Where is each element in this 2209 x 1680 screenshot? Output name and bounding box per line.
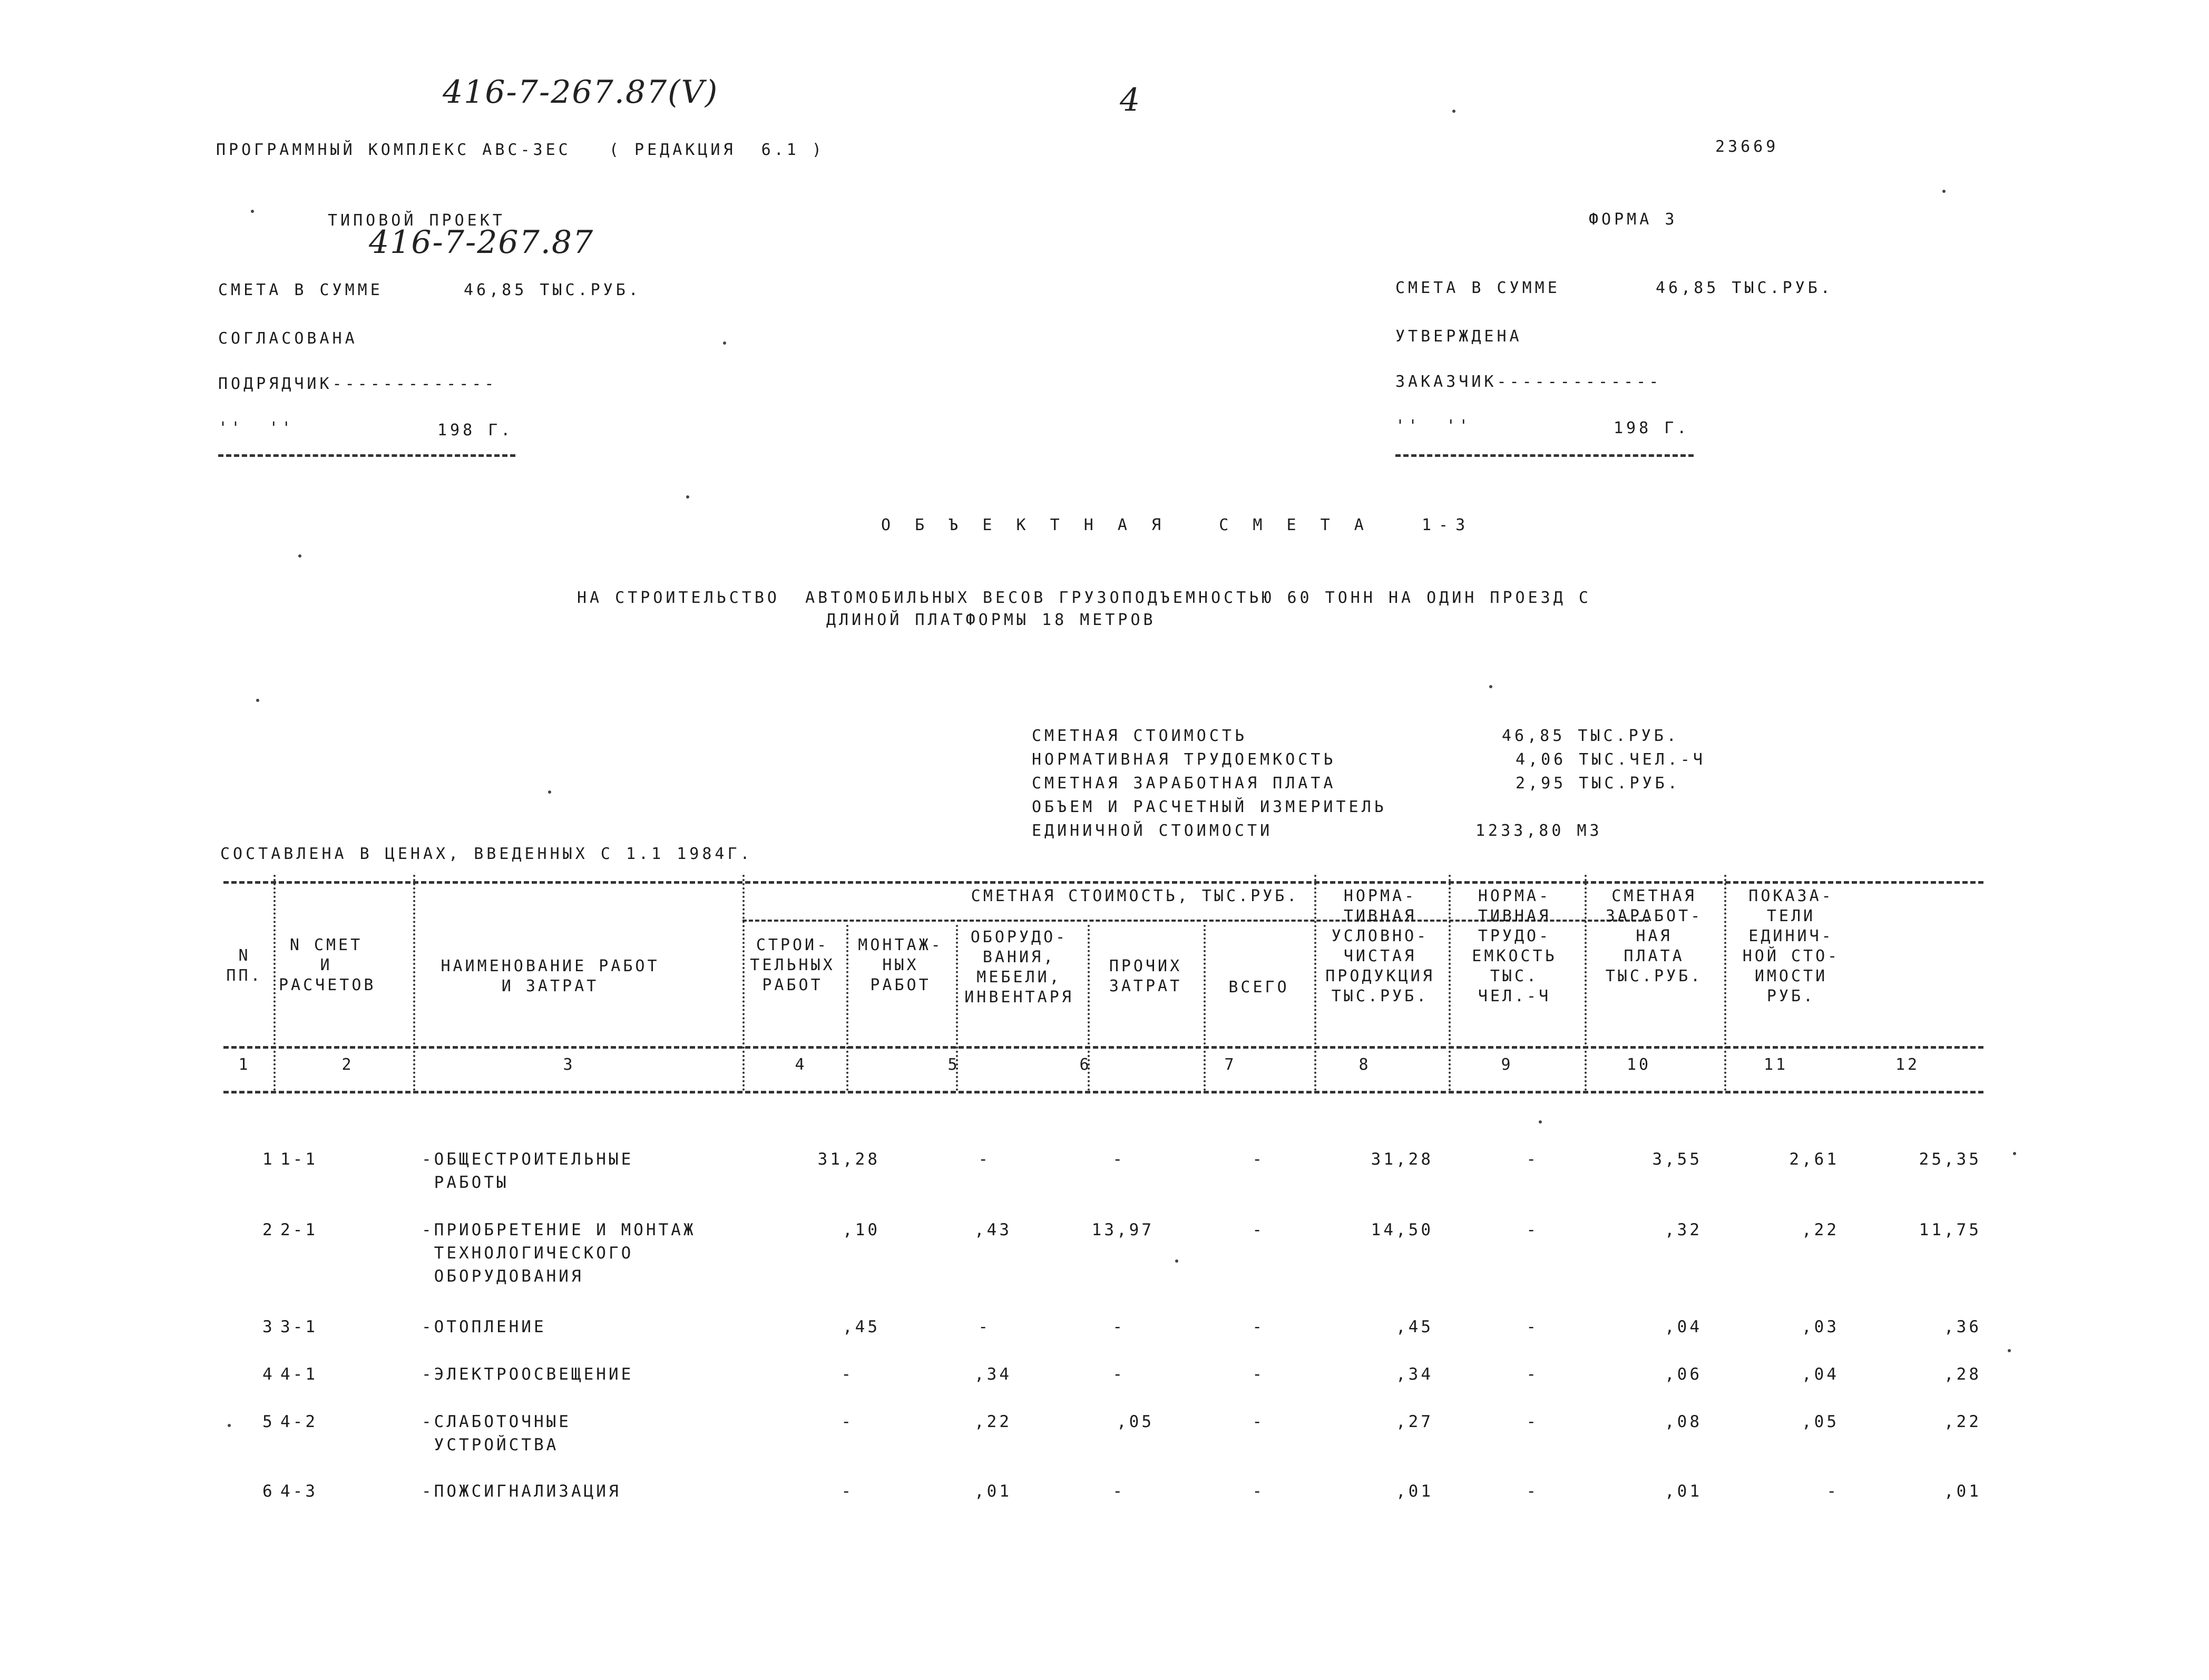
row-ucp: - <box>1526 1150 1539 1169</box>
row-total: 31,28 <box>1371 1150 1433 1169</box>
row-build: ,10 <box>843 1220 880 1239</box>
summary-cost-label: СМЕТНАЯ СТОИМОСТЬ <box>1032 727 1248 745</box>
project-label: ТИПОВОЙ ПРОЕКТ <box>328 211 505 230</box>
row-equip: - <box>1112 1317 1125 1336</box>
scan-speck <box>548 790 551 794</box>
row-wage: ,05 <box>1802 1412 1839 1431</box>
form-label: ФОРМА 3 <box>1589 210 1678 229</box>
row-wage: ,22 <box>1802 1220 1839 1239</box>
row-wage: - <box>1826 1482 1839 1501</box>
row-mount: ,34 <box>974 1365 1012 1384</box>
row-unit: ,22 <box>1944 1412 1981 1431</box>
col-number: 3 <box>563 1056 575 1074</box>
row-equip: ,05 <box>1117 1412 1154 1431</box>
right-signature-line <box>1395 454 1694 457</box>
row-mount: ,01 <box>974 1482 1012 1501</box>
summary-wage-value: 2,95 ТЫС.РУБ. <box>1516 774 1680 793</box>
row-other: - <box>1252 1317 1265 1336</box>
row-number: 1 <box>262 1150 275 1169</box>
row-estimate-ref: 1-1 <box>280 1150 318 1169</box>
summary-labor-value: 4,06 ТЫС.ЧЕЛ.-Ч <box>1516 750 1706 769</box>
scan-speck <box>723 341 726 345</box>
scan-speck <box>2013 1152 2016 1155</box>
col-divider <box>413 875 415 1091</box>
agreed-label: СОГЛАСОВАНА <box>218 329 358 348</box>
summary-volume-label-2: ЕДИНИЧНОЙ СТОИМОСТИ <box>1032 822 1273 840</box>
row-estimate-ref: 4-3 <box>280 1482 318 1501</box>
row-estimate-ref: 4-2 <box>280 1412 318 1431</box>
row-unit: ,36 <box>1944 1317 1981 1336</box>
row-mount: ,22 <box>974 1412 1012 1431</box>
header-col-10: НОРМА- ТИВНАЯ ТРУДО- ЕМКОСТЬ ТЫС. ЧЕЛ.-Ч <box>1472 887 1557 1005</box>
col-number: 10 <box>1626 1056 1651 1074</box>
row-unit: 11,75 <box>1919 1220 1981 1239</box>
row-unit: 25,35 <box>1919 1150 1981 1169</box>
row-number: 2 <box>262 1220 275 1239</box>
handwritten-project-code: 416-7-267.87 <box>369 224 594 261</box>
row-name: -ПОЖСИГНАЛИЗАЦИЯ <box>422 1482 621 1501</box>
scan-speck <box>2008 1349 2011 1352</box>
row-build: 31,28 <box>817 1150 880 1169</box>
document-subtitle-line-2: ДЛИНОЙ ПЛАТФОРМЫ 18 МЕТРОВ <box>826 611 1156 629</box>
col-divider <box>1449 875 1451 1091</box>
col-divider <box>273 875 276 1091</box>
row-ucp: - <box>1526 1317 1539 1336</box>
row-other: - <box>1252 1482 1265 1501</box>
row-labor: ,01 <box>1665 1482 1702 1501</box>
customer-line: ЗАКАЗЧИК------------- <box>1395 373 1662 391</box>
col-number: 1 <box>238 1056 251 1074</box>
row-name: -ОТОПЛЕНИЕ <box>422 1317 546 1336</box>
row-estimate-ref: 2-1 <box>280 1220 318 1239</box>
row-total: ,27 <box>1396 1412 1433 1431</box>
row-equip: - <box>1112 1365 1125 1384</box>
row-other: - <box>1252 1365 1265 1384</box>
row-total: ,45 <box>1396 1317 1433 1336</box>
header-col-8: ВСЕГО <box>1228 978 1289 997</box>
col-number: 8 <box>1358 1056 1371 1074</box>
left-sum-label: СМЕТА В СУММЕ <box>218 281 383 299</box>
row-wage: 2,61 <box>1789 1150 1839 1169</box>
row-other: - <box>1252 1150 1265 1169</box>
header-col-6: ОБОРУДО- ВАНИЯ, МЕБЕЛИ, ИНВЕНТАРЯ <box>964 928 1074 1007</box>
header-col-4: СТРОИ- ТЕЛЬНЫХ РАБОТ <box>750 936 835 994</box>
row-build: ,45 <box>843 1317 880 1336</box>
row-equip: 13,97 <box>1091 1220 1154 1239</box>
row-number: 4 <box>262 1365 275 1384</box>
handwritten-page-number: 4 <box>1120 82 1141 119</box>
right-sum-value: 46,85 ТЫС.РУБ. <box>1656 279 1833 297</box>
row-total: 14,50 <box>1371 1220 1433 1239</box>
row-build: - <box>841 1482 854 1501</box>
row-equip: - <box>1112 1150 1125 1169</box>
row-name: -СЛАБОТОЧНЫЕ УСТРОЙСТВА <box>422 1412 571 1454</box>
left-sum-value: 46,85 ТЫС.РУБ. <box>464 281 641 299</box>
header-bottom-rule <box>223 1046 1983 1049</box>
document-subtitle-line-1: НА СТРОИТЕЛЬСТВО АВТОМОБИЛЬНЫХ ВЕСОВ ГРУЗОПОДЪЕМНОСТЬЮ 60 ТОНН НА ОДИН ПРОЕЗД С <box>577 589 1591 607</box>
summary-volume-value: 1233,80 М3 <box>1475 822 1602 840</box>
header-col-3: НАИМЕНОВАНИЕ РАБОТ И ЗАТРАТ <box>441 957 660 995</box>
program-header: ПРОГРАММНЫЙ КОМПЛЕКС АВС-3ЕС ( РЕДАКЦИЯ 6.1 ) <box>216 141 825 159</box>
approved-label: УТВЕРЖДЕНА <box>1395 327 1522 346</box>
col-number: 12 <box>1895 1056 1920 1074</box>
scan-speck <box>298 554 301 558</box>
row-estimate-ref: 4-1 <box>280 1365 318 1384</box>
right-date-year: 198 Г. <box>1614 419 1690 437</box>
header-col-9: НОРМА- ТИВНАЯ УСЛОВНО- ЧИСТАЯ ПРОДУКЦИЯ ТЫС.РУБ. <box>1325 887 1435 1005</box>
left-signature-line <box>218 454 515 457</box>
scan-speck <box>1489 685 1492 688</box>
scan-speck <box>256 699 259 702</box>
row-name: -ПРИОБРЕТЕНИЕ И МОНТАЖ ТЕХНОЛОГИЧЕСКОГО ОБОРУДОВАНИЯ <box>422 1220 696 1286</box>
row-labor: ,04 <box>1665 1317 1702 1336</box>
row-unit: ,28 <box>1944 1365 1981 1384</box>
scan-speck <box>228 1424 231 1427</box>
row-labor: ,06 <box>1665 1365 1702 1384</box>
row-other: - <box>1252 1220 1265 1239</box>
row-number: 6 <box>262 1482 275 1501</box>
prices-note: СОСТАВЛЕНА В ЦЕНАХ, ВВЕДЕННЫХ С 1.1 1984Г. <box>220 845 753 863</box>
col-number: 5 <box>947 1056 960 1074</box>
col-number: 9 <box>1501 1056 1513 1074</box>
summary-volume-label-1: ОБЪЕМ И РАСЧЕТНЫЙ ИЗМЕРИТЕЛЬ <box>1032 798 1387 816</box>
row-ucp: - <box>1526 1220 1539 1239</box>
header-col-5: МОНТАЖ- НЫХ РАБОТ <box>858 936 943 994</box>
col-group-header: СМЕТНАЯ СТОИМОСТЬ, ТЫС.РУБ. <box>971 887 1299 905</box>
row-labor: ,32 <box>1665 1220 1702 1239</box>
col-divider <box>742 875 745 1091</box>
row-mount: ,43 <box>974 1220 1012 1239</box>
row-labor: ,08 <box>1665 1412 1702 1431</box>
scan-speck <box>1942 190 1946 193</box>
row-estimate-ref: 3-1 <box>280 1317 318 1336</box>
row-ucp: - <box>1526 1482 1539 1501</box>
col-number: 6 <box>1079 1056 1092 1074</box>
summary-labor-label: НОРМАТИВНАЯ ТРУДОЕМКОСТЬ <box>1032 750 1336 769</box>
left-date-year: 198 Г. <box>437 421 514 439</box>
right-date-quotes: '' '' <box>1395 417 1472 435</box>
row-labor: 3,55 <box>1652 1150 1702 1169</box>
row-unit: ,01 <box>1944 1482 1981 1501</box>
scan-speck <box>1539 1120 1542 1124</box>
row-total: ,01 <box>1396 1482 1433 1501</box>
scan-speck <box>251 210 254 213</box>
col-number: 4 <box>795 1056 807 1074</box>
header-col-11: СМЕТНАЯ ЗАРАБОТ- НАЯ ПЛАТА ТЫС.РУБ. <box>1605 887 1703 985</box>
summary-wage-label: СМЕТНАЯ ЗАРАБОТНАЯ ПЛАТА <box>1032 774 1336 793</box>
row-name: -ОБЩЕСТРОИТЕЛЬНЫЕ РАБОТЫ <box>422 1150 634 1192</box>
row-name: -ЭЛЕКТРООСВЕЩЕНИЕ <box>422 1365 634 1384</box>
row-mount: - <box>978 1150 991 1169</box>
row-other: - <box>1252 1412 1265 1431</box>
numbers-bottom-rule <box>223 1091 1983 1093</box>
right-sum-label: СМЕТА В СУММЕ <box>1395 279 1560 297</box>
row-mount: - <box>978 1317 991 1336</box>
contractor-line: ПОДРЯДЧИК------------- <box>218 375 497 393</box>
col-number: 11 <box>1763 1056 1788 1074</box>
document-title: О Б Ъ Е К Т Н А Я С М Е Т А 1-3 <box>881 516 1473 534</box>
row-build: - <box>841 1412 854 1431</box>
row-number: 5 <box>262 1412 275 1431</box>
scan-speck <box>1175 1259 1178 1263</box>
row-total: ,34 <box>1396 1365 1433 1384</box>
row-wage: ,03 <box>1802 1317 1839 1336</box>
row-ucp: - <box>1526 1365 1539 1384</box>
col-number: 2 <box>341 1056 354 1074</box>
row-equip: - <box>1112 1482 1125 1501</box>
scan-speck <box>1452 110 1455 113</box>
row-number: 3 <box>262 1317 275 1336</box>
summary-cost-value: 46,85 ТЫС.РУБ. <box>1502 727 1679 745</box>
header-col-12: ПОКАЗА- ТЕЛИ ЕДИНИЧ- НОЙ СТО- ИМОСТИ РУБ. <box>1742 887 1840 1005</box>
header-col-1: N ПП. <box>226 946 263 985</box>
handwritten-doc-code: 416-7-267.87(Ⅴ) <box>443 74 719 111</box>
row-ucp: - <box>1526 1412 1539 1431</box>
row-wage: ,04 <box>1802 1365 1839 1384</box>
document-code: 23669 <box>1715 138 1779 156</box>
left-date-quotes: '' '' <box>218 419 295 437</box>
header-col-7: ПРОЧИХ ЗАТРАТ <box>1109 957 1182 995</box>
col-number: 7 <box>1224 1056 1237 1074</box>
scan-speck <box>686 495 689 499</box>
header-col-2: N СМЕТ И РАСЧЕТОВ <box>279 936 376 994</box>
row-build: - <box>841 1365 854 1384</box>
